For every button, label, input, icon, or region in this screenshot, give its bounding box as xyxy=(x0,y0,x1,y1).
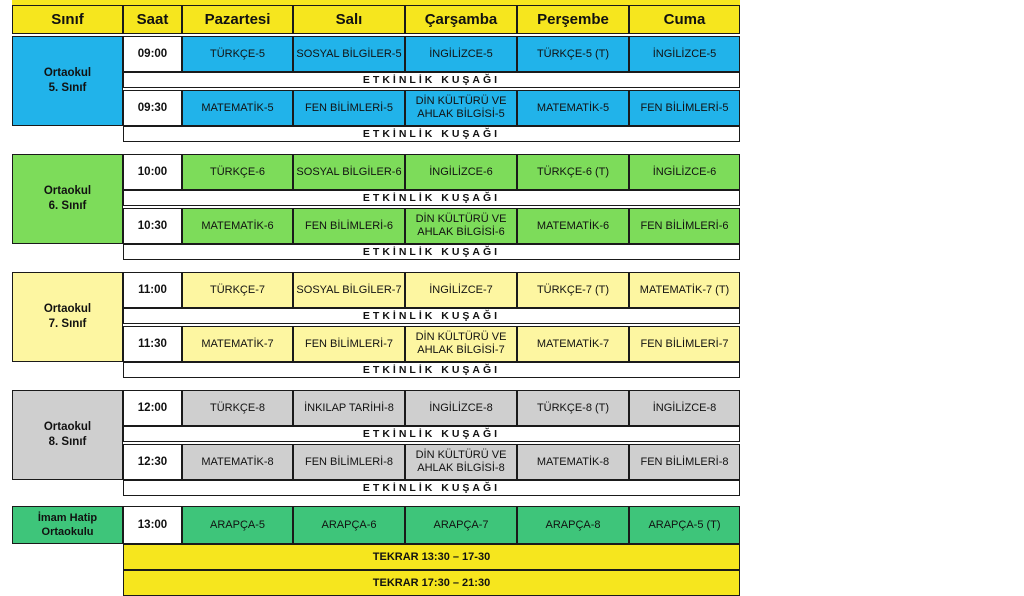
lesson-cell: ARAPÇA-5 (T) xyxy=(629,506,740,544)
activity-band-separator: ETKİNLİK KUŞAĞI xyxy=(123,72,740,88)
lesson-cell: İNGİLİZCE-5 xyxy=(405,36,517,72)
lesson-cell: SOSYAL BİLGİLER-7 xyxy=(293,272,405,308)
lesson-cell: SOSYAL BİLGİLER-5 xyxy=(293,36,405,72)
lesson-cell: FEN BİLİMLERİ-8 xyxy=(293,444,405,480)
header-sali: Salı xyxy=(293,5,405,34)
lesson-cell: FEN BİLİMLERİ-7 xyxy=(293,326,405,362)
header-saat: Saat xyxy=(123,5,182,34)
lesson-cell: FEN BİLİMLERİ-5 xyxy=(293,90,405,126)
lesson-cell: DİN KÜLTÜRÜ VE AHLAK BİLGİSİ-8 xyxy=(405,444,517,480)
lesson-cell: TÜRKÇE-6 (T) xyxy=(517,154,629,190)
time-slot: 09:00 xyxy=(123,36,182,72)
lesson-cell: TÜRKÇE-8 xyxy=(182,390,293,426)
time-slot: 10:30 xyxy=(123,208,182,244)
lesson-cell: SOSYAL BİLGİLER-6 xyxy=(293,154,405,190)
repeat-broadcast-band: TEKRAR 17:30 – 21:30 xyxy=(123,570,740,596)
header-cuma: Cuma xyxy=(629,5,740,34)
repeat-broadcast-band: TEKRAR 13:30 – 17-30 xyxy=(123,544,740,570)
time-slot: 13:00 xyxy=(123,506,182,544)
lesson-cell: MATEMATİK-6 xyxy=(517,208,629,244)
header-carsamba: Çarşamba xyxy=(405,5,517,34)
lesson-cell: MATEMATİK-7 xyxy=(517,326,629,362)
time-slot: 11:00 xyxy=(123,272,182,308)
activity-band-separator: ETKİNLİK KUŞAĞI xyxy=(123,480,740,496)
lesson-cell: TÜRKÇE-6 xyxy=(182,154,293,190)
lesson-cell: ARAPÇA-5 xyxy=(182,506,293,544)
activity-band-separator: ETKİNLİK KUŞAĞI xyxy=(123,308,740,324)
lesson-cell: İNGİLİZCE-8 xyxy=(629,390,740,426)
activity-band-separator: ETKİNLİK KUŞAĞI xyxy=(123,244,740,260)
lesson-cell: FEN BİLİMLERİ-8 xyxy=(629,444,740,480)
lesson-cell: DİN KÜLTÜRÜ VE AHLAK BİLGİSİ-6 xyxy=(405,208,517,244)
lesson-cell: FEN BİLİMLERİ-6 xyxy=(629,208,740,244)
lesson-cell: MATEMATİK-8 xyxy=(517,444,629,480)
time-slot: 11:30 xyxy=(123,326,182,362)
activity-band-separator: ETKİNLİK KUŞAĞI xyxy=(123,126,740,142)
lesson-cell: TÜRKÇE-7 xyxy=(182,272,293,308)
lesson-cell: MATEMATİK-5 xyxy=(517,90,629,126)
weekly-timetable xyxy=(12,0,740,589)
lesson-cell: İNGİLİZCE-6 xyxy=(405,154,517,190)
group-label: Ortaokul 7. Sınıf xyxy=(12,272,123,362)
lesson-cell: TÜRKÇE-8 (T) xyxy=(517,390,629,426)
lesson-cell: FEN BİLİMLERİ-5 xyxy=(629,90,740,126)
lesson-cell: İNGİLİZCE-8 xyxy=(405,390,517,426)
lesson-cell: DİN KÜLTÜRÜ VE AHLAK BİLGİSİ-7 xyxy=(405,326,517,362)
lesson-cell: ARAPÇA-6 xyxy=(293,506,405,544)
lesson-cell: MATEMATİK-7 xyxy=(182,326,293,362)
lesson-cell: İNGİLİZCE-5 xyxy=(629,36,740,72)
lesson-cell: TÜRKÇE-5 (T) xyxy=(517,36,629,72)
lesson-cell: ARAPÇA-7 xyxy=(405,506,517,544)
time-slot: 12:30 xyxy=(123,444,182,480)
activity-band-separator: ETKİNLİK KUŞAĞI xyxy=(123,190,740,206)
lesson-cell: MATEMATİK-5 xyxy=(182,90,293,126)
header-sinif: Sınıf xyxy=(12,5,123,34)
group-label-imam-hatip: İmam Hatip Ortaokulu xyxy=(12,506,123,544)
lesson-cell: MATEMATİK-7 (T) xyxy=(629,272,740,308)
lesson-cell: MATEMATİK-8 xyxy=(182,444,293,480)
header-persembe: Perşembe xyxy=(517,5,629,34)
lesson-cell: FEN BİLİMLERİ-6 xyxy=(293,208,405,244)
lesson-cell: TÜRKÇE-5 xyxy=(182,36,293,72)
group-label: Ortaokul 8. Sınıf xyxy=(12,390,123,480)
lesson-cell: MATEMATİK-6 xyxy=(182,208,293,244)
time-slot: 10:00 xyxy=(123,154,182,190)
header-pazartesi: Pazartesi xyxy=(182,5,293,34)
lesson-cell: TÜRKÇE-7 (T) xyxy=(517,272,629,308)
lesson-cell: İNGİLİZCE-6 xyxy=(629,154,740,190)
time-slot: 09:30 xyxy=(123,90,182,126)
group-label: Ortaokul 5. Sınıf xyxy=(12,36,123,126)
lesson-cell: FEN BİLİMLERİ-7 xyxy=(629,326,740,362)
lesson-cell: DİN KÜLTÜRÜ VE AHLAK BİLGİSİ-5 xyxy=(405,90,517,126)
time-slot: 12:00 xyxy=(123,390,182,426)
lesson-cell: İNGİLİZCE-7 xyxy=(405,272,517,308)
group-label: Ortaokul 6. Sınıf xyxy=(12,154,123,244)
activity-band-separator: ETKİNLİK KUŞAĞI xyxy=(123,426,740,442)
lesson-cell: ARAPÇA-8 xyxy=(517,506,629,544)
lesson-cell: İNKILAP TARİHİ-8 xyxy=(293,390,405,426)
activity-band-separator: ETKİNLİK KUŞAĞI xyxy=(123,362,740,378)
